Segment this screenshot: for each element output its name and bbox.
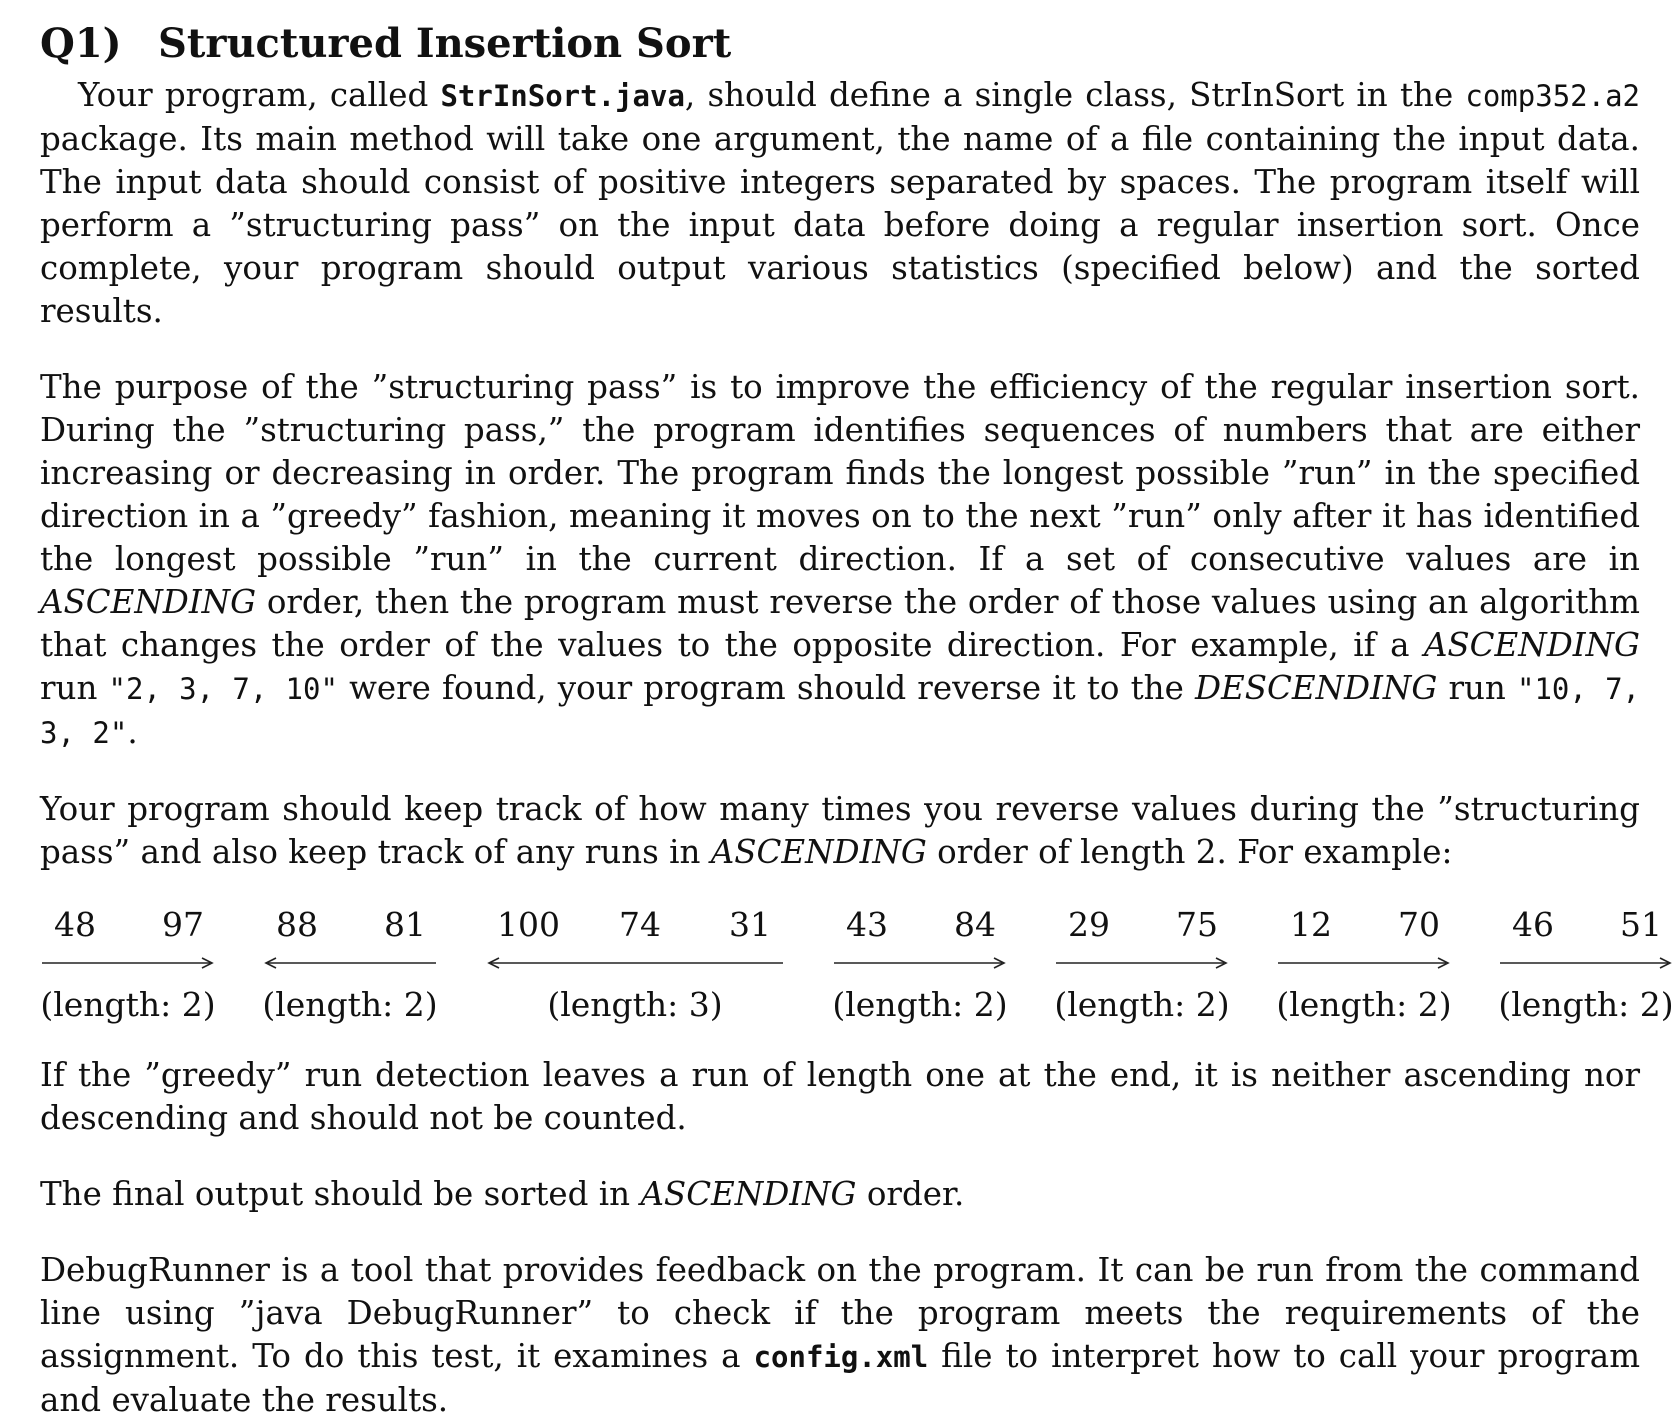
paragraph-final-output <box>40 1173 1640 1216</box>
run-value: 29 <box>1068 905 1110 944</box>
run-group <box>262 900 438 1048</box>
arrow-right-icon <box>1276 956 1452 970</box>
run-value: 84 <box>954 905 996 944</box>
text-span: order, then the program must reverse the order of those values using an algorithm that changes the order of the values to the opposite direction. For example, if a <box>40 583 1640 664</box>
arrow-right-icon <box>832 956 1008 970</box>
run-group <box>1276 900 1452 1048</box>
arrow-right-icon <box>1498 956 1674 970</box>
run-length-label: (length: 2) <box>40 985 216 1024</box>
text-span: The final output should be sorted in <box>40 1175 641 1213</box>
paragraph-intro <box>40 74 1640 333</box>
run-value: 46 <box>1512 905 1554 944</box>
run-value: 70 <box>1398 905 1440 944</box>
run-length-label: (length: 2) <box>1054 985 1230 1024</box>
paragraph-debugrunner <box>40 1249 1640 1422</box>
run-diagram <box>40 900 1674 1048</box>
text-span: order of length 2. For example: <box>926 833 1453 871</box>
run-value: 74 <box>619 905 661 944</box>
run-value: 12 <box>1290 905 1332 944</box>
code-package: comp352.a2 <box>1465 79 1640 113</box>
run-value: 31 <box>729 905 771 944</box>
run-length-label: (length: 2) <box>1498 985 1674 1024</box>
emphasis-ascending: ASCENDING <box>710 833 927 871</box>
text-span: package. Its main method will take one argument, the name of a file containing the input data. The input data should consist of positive integers separated by spaces. The program itself will perform a ”structuring pass” on the input data before doing a regular insertion sort. Once complete, your program should output various statistics (specified below) and the sorted results. <box>40 120 1640 330</box>
section-title: Structured Insertion Sort <box>158 20 732 67</box>
emphasis-ascending: ASCENDING <box>40 583 257 621</box>
text-span: file to interpret how to call your program and evaluate the results. <box>40 1337 1641 1419</box>
emphasis-ascending: ASCENDING <box>640 1175 857 1213</box>
code-example-descending: "10, 7, 3, 2" <box>40 672 1641 750</box>
question-number: Q1) <box>40 20 122 67</box>
arrow-right-icon <box>40 956 216 970</box>
document-page <box>40 14 1674 1422</box>
paragraph-tracking <box>40 788 1640 874</box>
run-group <box>485 900 785 1048</box>
arrow-left-icon <box>262 956 438 970</box>
run-group <box>40 900 216 1048</box>
run-value: 97 <box>162 905 204 944</box>
run-value: 48 <box>54 905 96 944</box>
run-length-label: (length: 2) <box>1276 985 1452 1024</box>
run-group <box>1498 900 1674 1048</box>
run-value: 75 <box>1176 905 1218 944</box>
run-group <box>1054 900 1230 1048</box>
paragraph-structuring-pass <box>40 366 1640 755</box>
text-span: Your program should keep track of how many times you reverse values during the ”structuring pass” and also keep track of any runs in <box>40 790 1640 871</box>
text-span: were found, your program should reverse it to the <box>337 669 1195 707</box>
run-value: 88 <box>276 905 318 944</box>
run-length-label: (length: 2) <box>262 985 438 1024</box>
text-span: If the ”greedy” run detection leaves a run of length one at the end, it is neither ascending nor descending and should not be counted. <box>40 1056 1640 1137</box>
section-heading <box>40 14 1640 74</box>
emphasis-descending: DESCENDING <box>1194 669 1438 707</box>
text-span: . <box>127 713 138 751</box>
paragraph-run-length-one <box>40 1054 1640 1140</box>
run-group <box>832 900 1008 1048</box>
code-example-ascending: "2, 3, 7, 10" <box>108 672 338 706</box>
code-filename: StrInSort.java <box>440 79 685 113</box>
run-value: 43 <box>846 905 888 944</box>
text-span: The purpose of the ”structuring pass” is to improve the efficiency of the regular insertion sort. During the ”structuring pass,” the program identifies sequences of numbers that are either increasing or decreasing in order. The program finds the longest possible ”run” in the specified direction in a ”greedy” fashion, meaning it moves on to the next ”run” only after it has identified the longest possible ”run” in the current direction. If a set of consecutive values are in <box>40 368 1640 578</box>
run-value: 81 <box>384 905 426 944</box>
run-length-label: (length: 2) <box>832 985 1008 1024</box>
arrow-left-icon <box>485 956 785 970</box>
text-span: DebugRunner is a tool that provides feedback on the program. It can be run from the command line using ”java DebugRunner” to check if the program meets the requirements of the assignment. To do this test, it examines a <box>40 1251 1640 1375</box>
text-span: run <box>40 669 109 707</box>
run-value: 100 <box>497 905 560 944</box>
code-config-file: config.xml <box>753 1340 929 1374</box>
arrow-right-icon <box>1054 956 1230 970</box>
emphasis-ascending: ASCENDING <box>1423 626 1640 664</box>
text-span: Your program, called <box>78 76 441 114</box>
text-span: , should define a single class, StrInSort in the <box>684 76 1466 114</box>
run-value: 51 <box>1620 905 1662 944</box>
text-span: order. <box>856 1175 965 1213</box>
text-span: run <box>1437 669 1517 707</box>
run-length-label: (length: 3) <box>547 985 723 1024</box>
